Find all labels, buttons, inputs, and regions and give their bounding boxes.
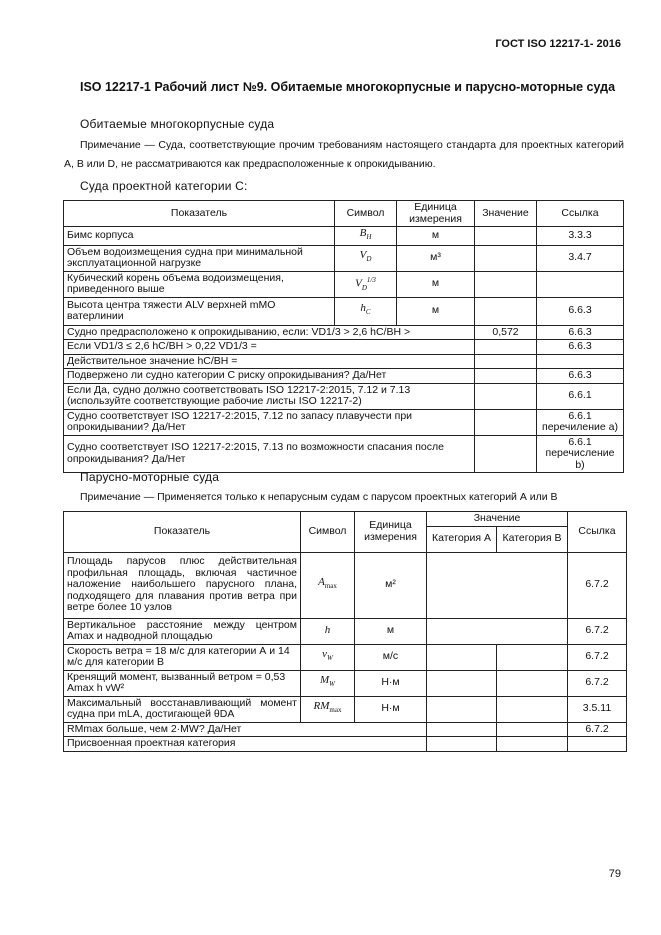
value-cell[interactable]: [427, 618, 568, 644]
row-value: 0,572: [475, 325, 537, 340]
row-symbol: $h_C$: [335, 297, 397, 325]
value-cell[interactable]: [475, 227, 537, 246]
row-unit: м: [397, 271, 475, 297]
row-ref: 6.6.3: [537, 369, 624, 384]
row-ref: 3.5.11: [568, 696, 627, 722]
header-param: Показатель: [64, 201, 335, 227]
header-unit: Единица измерения: [397, 201, 475, 227]
row-label: Вертикальное расстояние между центром Amax и надводной площадью: [64, 618, 301, 644]
table-row: [64, 354, 624, 369]
table-row: [64, 340, 624, 355]
table-row: [64, 737, 627, 752]
table-row: [64, 245, 624, 271]
row-ref: 6.7.2: [568, 618, 627, 644]
table-row: [64, 369, 624, 384]
header-ref: Ссылка: [568, 512, 627, 553]
header-category-b: Категория В: [497, 526, 568, 552]
row-ref: [537, 354, 624, 369]
header-value: Значение: [427, 512, 568, 527]
row-unit: м: [397, 297, 475, 325]
table-row: [64, 409, 624, 435]
row-label: Присвоенная проектная категория: [64, 737, 427, 752]
row-symbol: $V_D^{1/3}$: [335, 271, 397, 297]
table-row: [64, 325, 624, 340]
row-symbol: $RM_{max}$: [301, 696, 355, 722]
table-row: [64, 297, 624, 325]
row-ref: 6.7.2: [568, 670, 627, 696]
row-label: Бимс корпуса: [64, 227, 335, 246]
category-c-table: [63, 200, 624, 473]
page-title: ISO 12217-1 Рабочий лист №9. Обитаемые многокорпусные и парусно-моторные суда: [79, 80, 616, 94]
row-unit: м³: [397, 245, 475, 271]
row-unit: м: [355, 618, 427, 644]
table-row: [64, 227, 624, 246]
row-label: Объем водоизмещения судна при минимальной эксплуатационной нагрузке: [64, 245, 335, 271]
row-symbol: $V_D$: [335, 245, 397, 271]
row-ref: 6.7.2: [568, 722, 627, 737]
value-cell[interactable]: [475, 297, 537, 325]
row-ref: [568, 737, 627, 752]
row-label: Действительное значение hC/BH =: [64, 354, 475, 369]
value-cell-b[interactable]: [497, 722, 568, 737]
value-cell[interactable]: [475, 435, 537, 473]
row-ref: 6.6.3: [537, 340, 624, 355]
value-cell-a[interactable]: [427, 644, 497, 670]
row-unit: м/с: [355, 644, 427, 670]
row-label: Судно предрасположено к опрокидыванию, если: VD1/3 > 2,6 hC/BH >: [64, 325, 475, 340]
table-row: [64, 435, 624, 473]
row-label: Подвержено ли судно категории С риску опрокидывания? Да/Нет: [64, 369, 475, 384]
row-symbol: h: [301, 618, 355, 644]
note-motorsailer: Примечание — Применяется только к непарусным судам с парусом проектных категорий А или В: [80, 491, 558, 503]
note-multihull: Примечание — Суда, соответствующие прочим требованиям настоящего стандарта для проектных категорий А, В или D, не рассматриваются как предрасположенные к опрокидыванию.: [64, 139, 624, 170]
row-label: Если Да, судно должно соответствовать ISO 12217-2:2015, 7.12 и 7.13 (используйте соответствующие рабочие листы ISO 12217-2): [64, 383, 475, 409]
value-cell[interactable]: [427, 552, 568, 618]
header-symbol: Символ: [301, 512, 355, 553]
value-cell[interactable]: [475, 245, 537, 271]
row-ref: 6.6.1 перечиление а): [537, 409, 624, 435]
value-cell-a[interactable]: [427, 722, 497, 737]
table-row: [64, 618, 627, 644]
row-label: Высота центра тяжести ALV верхней mMO ватерлинии: [64, 297, 335, 325]
row-unit: м: [397, 227, 475, 246]
value-cell-b[interactable]: [497, 696, 568, 722]
header-param: Показатель: [64, 512, 301, 553]
row-ref: 3.4.7: [537, 245, 624, 271]
header-unit: Единица измерения: [355, 512, 427, 553]
row-ref: 6.6.3: [537, 297, 624, 325]
value-cell[interactable]: [475, 369, 537, 384]
table-row: [64, 271, 624, 297]
row-ref: 3.3.3: [537, 227, 624, 246]
row-ref: 6.6.3: [537, 325, 624, 340]
motorsailer-table: [63, 511, 627, 752]
page-number: 79: [608, 868, 621, 880]
section-heading-motorsailer: Парусно-моторные суда: [80, 470, 220, 484]
value-cell-a[interactable]: [427, 670, 497, 696]
row-label: Скорость ветра = 18 м/с для категории А и 14 м/с для категории В: [64, 644, 301, 670]
table-row: [64, 696, 627, 722]
value-cell[interactable]: [475, 354, 537, 369]
table-header-row: [64, 201, 624, 227]
row-label: Судно соответствует ISO 12217-2:2015, 7.12 по запасу плавучести при опрокидывании? Да/Нет: [64, 409, 475, 435]
value-cell[interactable]: [475, 340, 537, 355]
header-symbol: Символ: [335, 201, 397, 227]
table-row: [64, 644, 627, 670]
value-cell-a[interactable]: [427, 737, 497, 752]
value-cell-b[interactable]: [497, 737, 568, 752]
row-symbol: $A_{max}$: [301, 552, 355, 618]
row-unit: м²: [355, 552, 427, 618]
value-cell[interactable]: [475, 271, 537, 297]
row-label: Максимальный восстанавливающий момент судна при mLA, достигающей θDA: [64, 696, 301, 722]
value-cell[interactable]: [475, 383, 537, 409]
row-label: RMmax больше, чем 2·MW? Да/Нет: [64, 722, 427, 737]
row-ref: 6.6.1: [537, 383, 624, 409]
header-value: Значение: [475, 201, 537, 227]
header-category-a: Категория А: [427, 526, 497, 552]
table-row: [64, 670, 627, 696]
value-cell[interactable]: [475, 409, 537, 435]
row-label: Кубический корень объема водоизмещения, приведенного выше: [64, 271, 335, 297]
table-row: [64, 722, 627, 737]
value-cell-b[interactable]: [497, 644, 568, 670]
row-label: Площадь парусов плюс действительная профильная площадь, включая частичное наложение наибольшего парусного плана, подходящего для плавания против ветра при ветре более 10 узлов: [64, 552, 301, 618]
row-unit: Н·м: [355, 670, 427, 696]
table-header-row: [64, 512, 627, 527]
row-unit: Н·м: [355, 696, 427, 722]
row-symbol: $B_H$: [335, 227, 397, 246]
row-ref: 6.7.2: [568, 644, 627, 670]
value-cell-a[interactable]: [427, 696, 497, 722]
header-ref: Ссылка: [537, 201, 624, 227]
row-label: Судно соответствует ISO 12217-2:2015, 7.13 по возможности спасания после опрокидывания? Да/Нет: [64, 435, 475, 473]
row-ref: [537, 271, 624, 297]
section-heading-multihull: Обитаемые многокорпусные суда: [80, 117, 275, 131]
table-row: [64, 552, 627, 618]
sub-heading-category-c: Суда проектной категории С:: [80, 179, 248, 193]
row-label: Кренящий момент, вызванный ветром = 0,53 Amax h vW²: [64, 670, 301, 696]
row-symbol: $v_W$: [301, 644, 355, 670]
row-ref: 6.6.1 перечисление b): [537, 435, 624, 473]
document-code: ГОСТ ISO 12217-1- 2016: [495, 38, 621, 50]
value-cell-b[interactable]: [497, 670, 568, 696]
table-row: [64, 383, 624, 409]
row-label: Если VD1/3 ≤ 2,6 hC/BH > 0,22 VD1/3 =: [64, 340, 475, 355]
row-symbol: $M_W$: [301, 670, 355, 696]
row-ref: 6.7.2: [568, 552, 627, 618]
